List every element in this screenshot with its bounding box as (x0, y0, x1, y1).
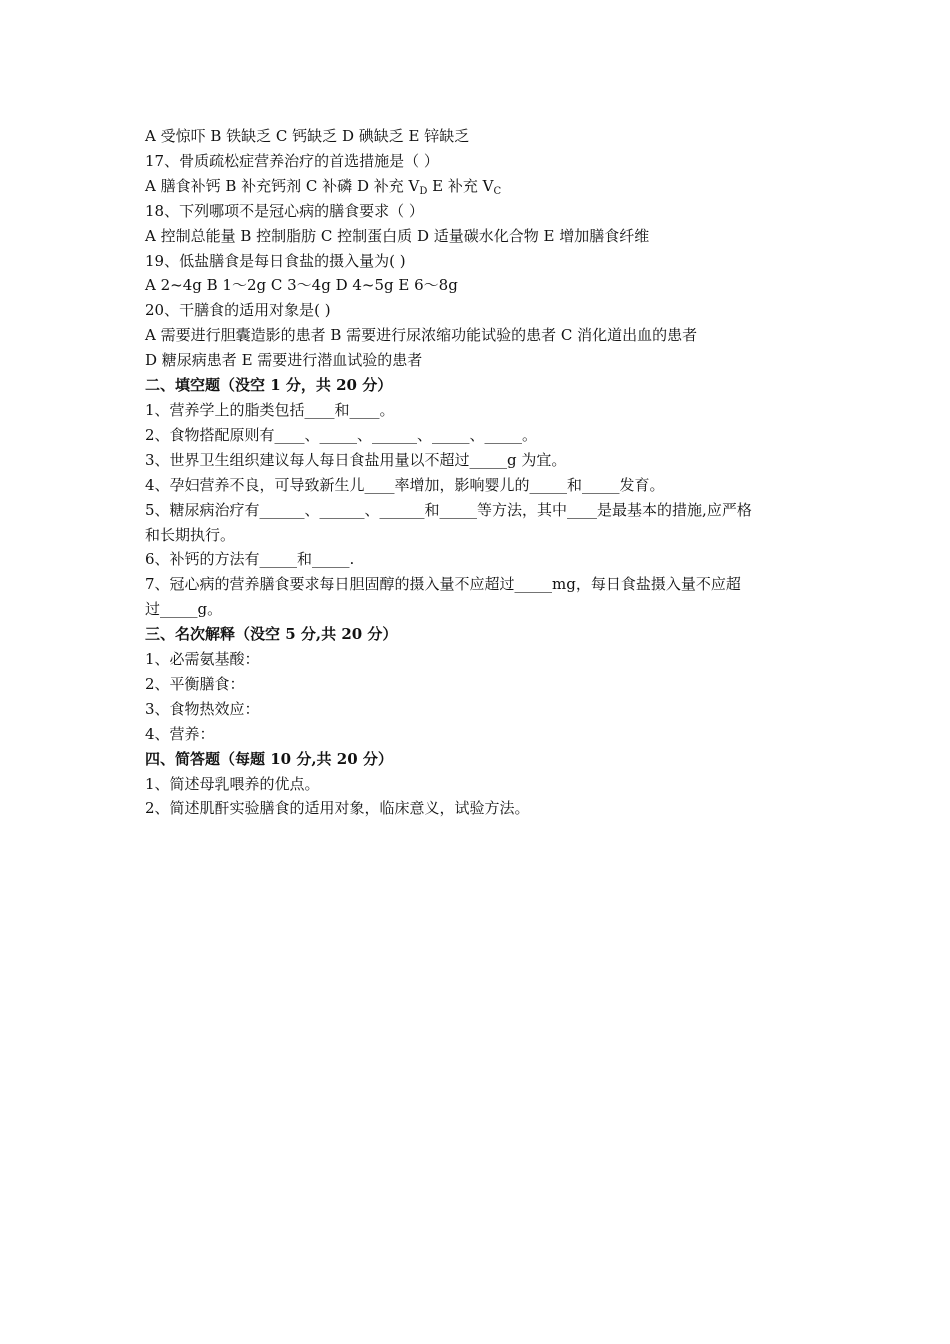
fill-blank-item: 2、食物搭配原则有____、_____、______、_____、_____。 (145, 425, 538, 444)
q19-stem: 19、低盐膳食是每日食盐的摄入量为( ) (145, 251, 406, 270)
fill-blank-item: 5、糖尿病治疗有______、______、______和_____等方法，其中____是最基本的措施,应严格 (145, 500, 752, 519)
short-answer-item: 2、简述肌酐实验膳食的适用对象，临床意义，试验方法。 (145, 799, 530, 818)
section2-title: 二、填空题（没空 1 分，共 20 分） (145, 376, 393, 395)
term-item: 1、必需氨基酸： (145, 650, 260, 669)
fill-blank-item: 6、补钙的方法有_____和_____. (145, 550, 355, 569)
q17-sub-d: D (419, 185, 428, 197)
fill-blank-item: 7、冠心病的营养膳食要求每日胆固醇的摄入量不应超过_____mg，每日食盐摄入量不应超 (145, 575, 741, 594)
q20-stem: 20、干膳食的适用对象是( ) (145, 301, 331, 320)
q17-options (145, 174, 815, 199)
fill-blank-item: 过_____g。 (145, 600, 223, 619)
q18-stem: 18、下列哪项不是冠心病的膳食要求（ ） (145, 201, 424, 220)
section3-title: 三、名次解释（没空 5 分,共 20 分） (145, 625, 398, 644)
section4-title: 四、简答题（每题 10 分,共 20 分） (145, 749, 393, 768)
q17-options-e: E 补充 V (427, 176, 494, 195)
term-item: 3、食物热效应： (145, 699, 260, 718)
fill-blank-item: 3、世界卫生组织建议每人每日食盐用量以不超过_____g 为宜。 (145, 450, 567, 469)
q20-options-2: D 糖尿病患者 E 需要进行潜血试验的患者 (145, 351, 423, 370)
q16-options: A 受惊吓 B 铁缺乏 C 钙缺乏 D 碘缺乏 E 锌缺乏 (145, 127, 470, 145)
q17-stem: 17、骨质疏松症营养治疗的首选措施是（ ） (145, 151, 439, 170)
q18-options: A 控制总能量 B 控制脂肪 C 控制蛋白质 D 适量碳水化合物 E 增加膳食纤维 (145, 226, 650, 245)
fill-blank-item: 和长期执行。 (145, 525, 236, 544)
term-item: 4、营养： (145, 724, 215, 743)
fill-blank-item: 1、营养学上的脂类包括____和____。 (145, 400, 395, 419)
exam-content (145, 124, 815, 821)
q17-sub-c: C (493, 185, 502, 197)
q20-options-1: A 需要进行胆囊造影的患者 B 需要进行尿浓缩功能试验的患者 C 消化道出血的患者 (145, 326, 698, 345)
short-answer-item: 1、简述母乳喂养的优点。 (145, 774, 320, 793)
fill-blank-item: 4、孕妇营养不良，可导致新生儿____率增加，影响婴儿的_____和_____发育。 (145, 475, 665, 494)
term-item: 2、平衡膳食： (145, 674, 245, 693)
q17-options-a: A 膳食补钙 B 补充钙剂 C 补磷 D 补充 V (145, 176, 420, 195)
q19-options: A 2~4g B 1～2g C 3～4g D 4~5g E 6～8g (145, 276, 458, 295)
